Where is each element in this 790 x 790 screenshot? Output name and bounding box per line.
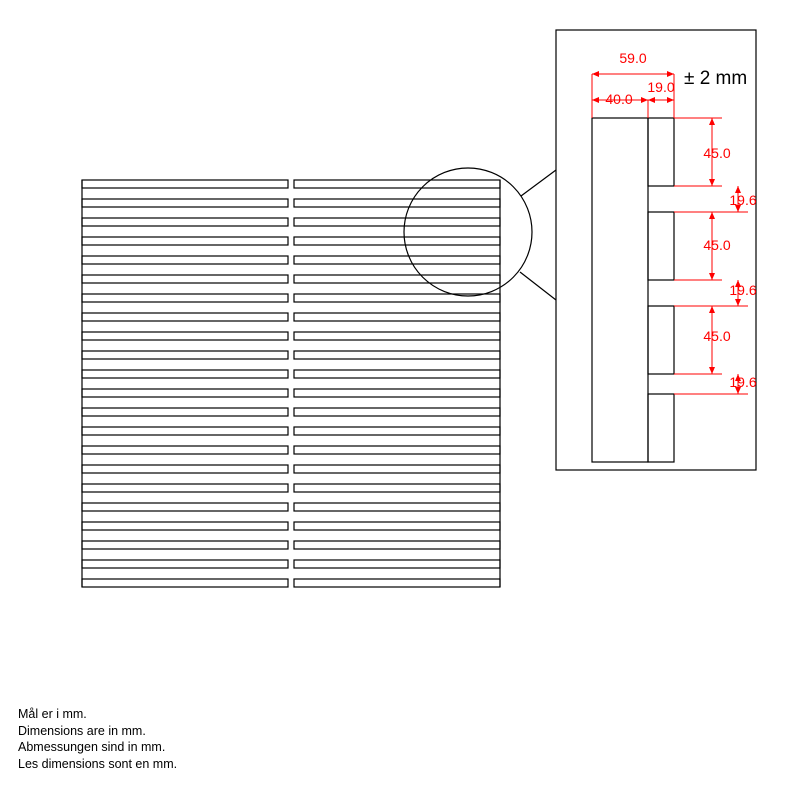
slat-segment: [294, 332, 500, 340]
slat-segment: [82, 389, 288, 397]
slat-segment: [82, 560, 288, 568]
slat-segment: [294, 560, 500, 568]
slat-segment: [294, 465, 500, 473]
note-line-de: Abmessungen sind in mm.: [18, 740, 166, 754]
dim-19-arrow-left: [648, 97, 655, 103]
dim-19-arrow-right: [667, 97, 674, 103]
dim-59-arrow-left: [592, 71, 599, 77]
slat-segment: [294, 541, 500, 549]
slat-segment: [82, 313, 288, 321]
slat-segment: [82, 256, 288, 264]
dim-40-label: 40.0: [605, 91, 633, 107]
slat-row-group: [82, 180, 500, 587]
slat-segment: [294, 256, 500, 264]
note-line-en: Dimensions are in mm.: [18, 723, 146, 738]
dim-45-1-label: 45.0: [703, 145, 731, 161]
dim-45-1-arrow-top: [709, 118, 715, 125]
slat-segment: [82, 408, 288, 416]
slat-segment: [294, 446, 500, 454]
dim-45-1-arrow-bottom: [709, 179, 715, 186]
slat-segment: [82, 484, 288, 492]
slat-segment: [82, 218, 288, 226]
slat-segment: [82, 579, 288, 587]
slat-segment: [82, 465, 288, 473]
slat-segment: [294, 579, 500, 587]
dim-59-arrow-right: [667, 71, 674, 77]
slat-segment: [294, 503, 500, 511]
slat-segment: [294, 522, 500, 530]
dim-45-3-label: 45.0: [703, 328, 731, 344]
slat-segment: [294, 218, 500, 226]
dim-40-arrow-right: [641, 97, 648, 103]
dim-19-6-1-label: 19.6: [729, 192, 757, 208]
detail-leader-upper: [521, 170, 556, 196]
dim-19-6-2-label: 19.6: [729, 282, 757, 298]
slat-segment: [294, 427, 500, 435]
detail-slat: [648, 118, 674, 186]
slat-segment: [82, 199, 288, 207]
slat-segment: [82, 180, 288, 188]
slat-segment: [294, 237, 500, 245]
note-line-fr: Les dimensions sont en mm.: [18, 756, 178, 771]
slat-segment: [294, 484, 500, 492]
slat-segment: [294, 199, 500, 207]
detail-slat: [648, 306, 674, 374]
slat-segment: [82, 332, 288, 340]
slat-segment: [82, 370, 288, 378]
dim-40-arrow-left: [592, 97, 599, 103]
detail-slat: [648, 212, 674, 280]
detail-callout-circle: [404, 168, 532, 296]
detail-backing-board: [592, 118, 648, 462]
detail-slat: [648, 394, 674, 462]
slat-segment: [82, 427, 288, 435]
slat-panel: [82, 180, 500, 587]
dim-45-3-arrow-top: [709, 306, 715, 313]
slat-segment: [294, 294, 500, 302]
slat-segment: [82, 351, 288, 359]
note-line-da: Mål er i mm.: [18, 707, 87, 721]
dim-19-label: 19.0: [647, 79, 675, 95]
slat-segment: [82, 541, 288, 549]
tolerance-label: ± 2 mm: [684, 68, 748, 89]
slat-segment: [82, 275, 288, 283]
notes-block: [18, 706, 177, 772]
slat-segment: [294, 389, 500, 397]
slat-segment: [294, 180, 500, 188]
slat-segment: [82, 522, 288, 530]
slat-segment: [294, 313, 500, 321]
dim-59-label: 59.0: [619, 50, 647, 66]
dim-45-2-label: 45.0: [703, 237, 731, 253]
detail-slat-group: [648, 118, 674, 462]
slat-segment: [294, 408, 500, 416]
dim-45-3-arrow-bottom: [709, 367, 715, 374]
detail-leader-lower: [520, 272, 556, 300]
dim-45-2-arrow-top: [709, 212, 715, 219]
slat-segment: [82, 446, 288, 454]
slat-segment: [294, 275, 500, 283]
slat-segment: [82, 294, 288, 302]
dim-19-6-3-label: 19.6: [729, 374, 757, 390]
dim-45-2-arrow-bottom: [709, 273, 715, 280]
slat-segment: [294, 351, 500, 359]
slat-segment: [82, 237, 288, 245]
dim-19-6-2-arrow-bottom: [735, 299, 741, 306]
slat-segment: [82, 503, 288, 511]
slat-segment: [294, 370, 500, 378]
